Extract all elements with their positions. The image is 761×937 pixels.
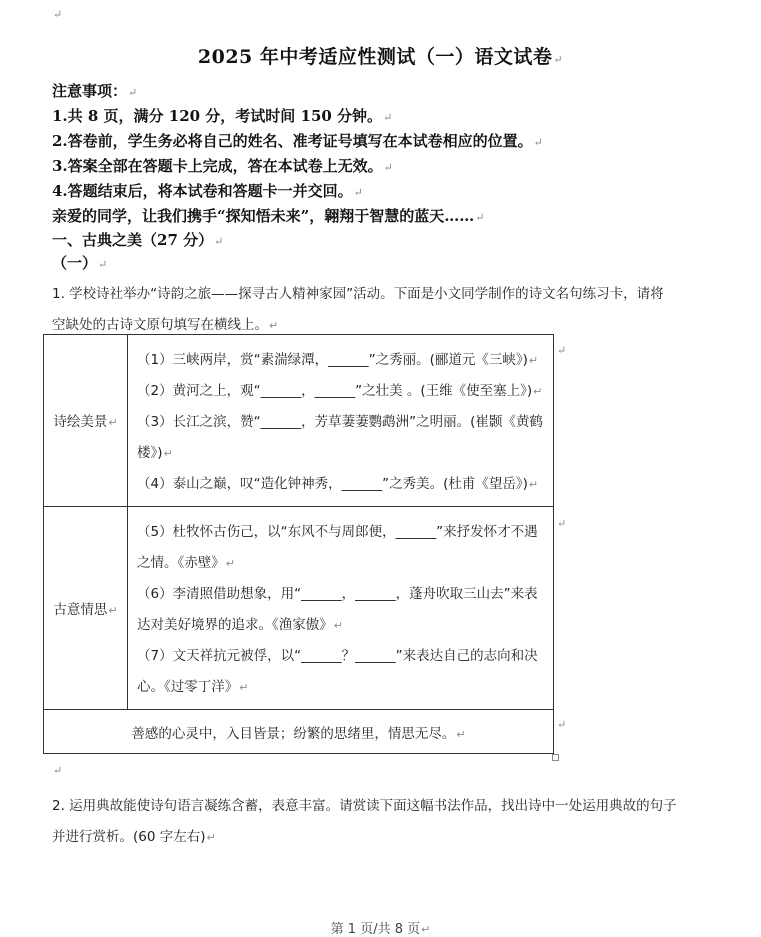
category-label: 诗绘美景 xyxy=(53,414,108,431)
item-text: （6）李清照借助想象，用“______，______，蓬舟吹取三山去”来表达对美好境界的追求。《渔家傲》 xyxy=(137,585,538,633)
paragraph-mark: ↵ xyxy=(533,384,543,398)
paragraph-mark: ↵ xyxy=(108,603,118,617)
notice-heading xyxy=(52,80,137,101)
paragraph-mark: ↵ xyxy=(421,923,431,936)
paragraph-mark: ↵ xyxy=(475,211,485,224)
notice-item-text: 1.共 8 页，满分 120 分，考试时间 150 分钟。 xyxy=(52,107,383,125)
greeting xyxy=(52,205,484,226)
paragraph-mark: ↵ xyxy=(533,136,543,149)
item-text: （5）杜牧怀古伤己，以“东风不与周郎便，______”来抒发怀才不遇之情。《赤壁》 xyxy=(137,523,538,571)
item-text: （2）黄河之上，观“______，______”之壮美 。(王维《使至塞上》) xyxy=(137,382,533,399)
paragraph-mark: ↵ xyxy=(53,8,63,21)
notice-item-text: 2.答卷前，学生务必将自己的姓名、准考证号填写在本试卷相应的位置。 xyxy=(52,132,533,150)
table-resize-handle[interactable] xyxy=(552,754,559,761)
question-2-text: 并进行赏析。(60 字左右) xyxy=(52,829,206,845)
item-text: （1）三峡两岸，赏“素湍绿潭，______”之秀丽。(郦道元《三峡》) xyxy=(137,351,528,368)
notice-heading-text: 注意事项： xyxy=(52,82,128,100)
poem-practice-card-table xyxy=(43,334,554,754)
paragraph-mark: ↵ xyxy=(528,477,539,491)
category-cell xyxy=(44,335,128,507)
item-text: （3）长江之滨，赞“______，芳草萋萋鹦鹉洲”之明丽。(崔颢《黄鹤楼》) xyxy=(137,413,543,461)
subsection-heading xyxy=(52,252,107,273)
page-title xyxy=(0,42,761,69)
blank-item-1 xyxy=(137,345,547,376)
notice-item-2 xyxy=(52,130,543,151)
item-text: （7）文天祥抗元被俘，以“______？______”来表达自己的志向和决心。《过零丁洋》 xyxy=(137,647,538,695)
section-heading xyxy=(52,229,223,250)
page-number: 第 1 页/共 8 页 xyxy=(330,922,421,937)
blank-item-7 xyxy=(137,641,547,703)
question-2-line-2 xyxy=(52,825,216,845)
notice-item-text: 3.答案全部在答题卡上完成，答在本试卷上无效。 xyxy=(52,157,383,175)
title-text: 2025 年中考适应性测试（一）语文试卷 xyxy=(197,46,553,68)
summary-cell xyxy=(44,710,554,754)
items-cell xyxy=(128,506,554,709)
question-1-text: 空缺处的古诗文原句填写在横线上。 xyxy=(52,317,268,333)
paragraph-mark: ↵ xyxy=(353,186,363,199)
notice-item-text: 4.答题结束后，将本试卷和答题卡一并交回。 xyxy=(52,182,353,200)
category-cell xyxy=(44,506,128,709)
row-end-mark: ↵ xyxy=(557,718,567,731)
paragraph-mark: ↵ xyxy=(456,727,466,741)
paragraph-mark: ↵ xyxy=(98,258,108,271)
question-1-line-2 xyxy=(52,313,278,333)
paragraph-mark: ↵ xyxy=(269,319,279,332)
notice-item-1 xyxy=(52,105,392,126)
row-end-mark: ↵ xyxy=(557,517,567,530)
row-end-mark: ↵ xyxy=(557,344,567,357)
greeting-text: 亲爱的同学，让我们携手“探知悟未来”，翱翔于智慧的蓝天…… xyxy=(52,207,475,225)
page-footer xyxy=(0,918,761,937)
paragraph-mark: ↵ xyxy=(239,680,249,694)
question-2-line-1: 2. 运用典故能使诗句语言凝练含蓄，表意丰富。请赏读下面这幅书法作品，找出诗中一处运用典故的句子 xyxy=(52,798,677,814)
paragraph-mark: ↵ xyxy=(53,764,63,777)
blank-item-3 xyxy=(137,407,547,469)
notice-item-4 xyxy=(52,180,363,201)
subsection-heading-text: （一） xyxy=(52,254,98,272)
paragraph-mark: ↵ xyxy=(528,353,539,367)
table-row xyxy=(44,335,554,507)
items-cell xyxy=(128,335,554,507)
blank-item-4 xyxy=(137,469,547,500)
table-row xyxy=(44,506,554,709)
section-heading-text: 一、古典之美（27 分） xyxy=(52,231,214,249)
paragraph-mark: ↵ xyxy=(333,618,343,632)
paragraph-mark: ↵ xyxy=(163,446,173,460)
paragraph-mark: ↵ xyxy=(206,831,216,844)
item-text: （4）泰山之巅，叹“造化钟神秀，______”之秀美。(杜甫《望岳》) xyxy=(137,475,528,492)
question-1-line-1: 1. 学校诗社举办“诗韵之旅——探寻古人精神家园”活动。下面是小文同学制作的诗文名句练习卡，请将 xyxy=(52,286,664,302)
paragraph-mark: ↵ xyxy=(225,556,235,570)
paragraph-mark: ↵ xyxy=(214,235,224,248)
paragraph-mark: ↵ xyxy=(128,86,138,99)
notice-item-3 xyxy=(52,155,393,176)
blank-item-6 xyxy=(137,579,547,641)
paragraph-mark: ↵ xyxy=(383,111,393,124)
summary-text: 善感的心灵中，入目皆景；纷繁的思绪里，情思无尽。 xyxy=(131,725,456,742)
paragraph-mark: ↵ xyxy=(383,161,393,174)
blank-item-2 xyxy=(137,376,547,407)
table-row xyxy=(44,710,554,754)
category-label: 古意情思 xyxy=(53,601,108,618)
blank-item-5 xyxy=(137,517,547,579)
paragraph-mark: ↵ xyxy=(108,416,118,430)
paragraph-mark: ↵ xyxy=(553,53,564,66)
